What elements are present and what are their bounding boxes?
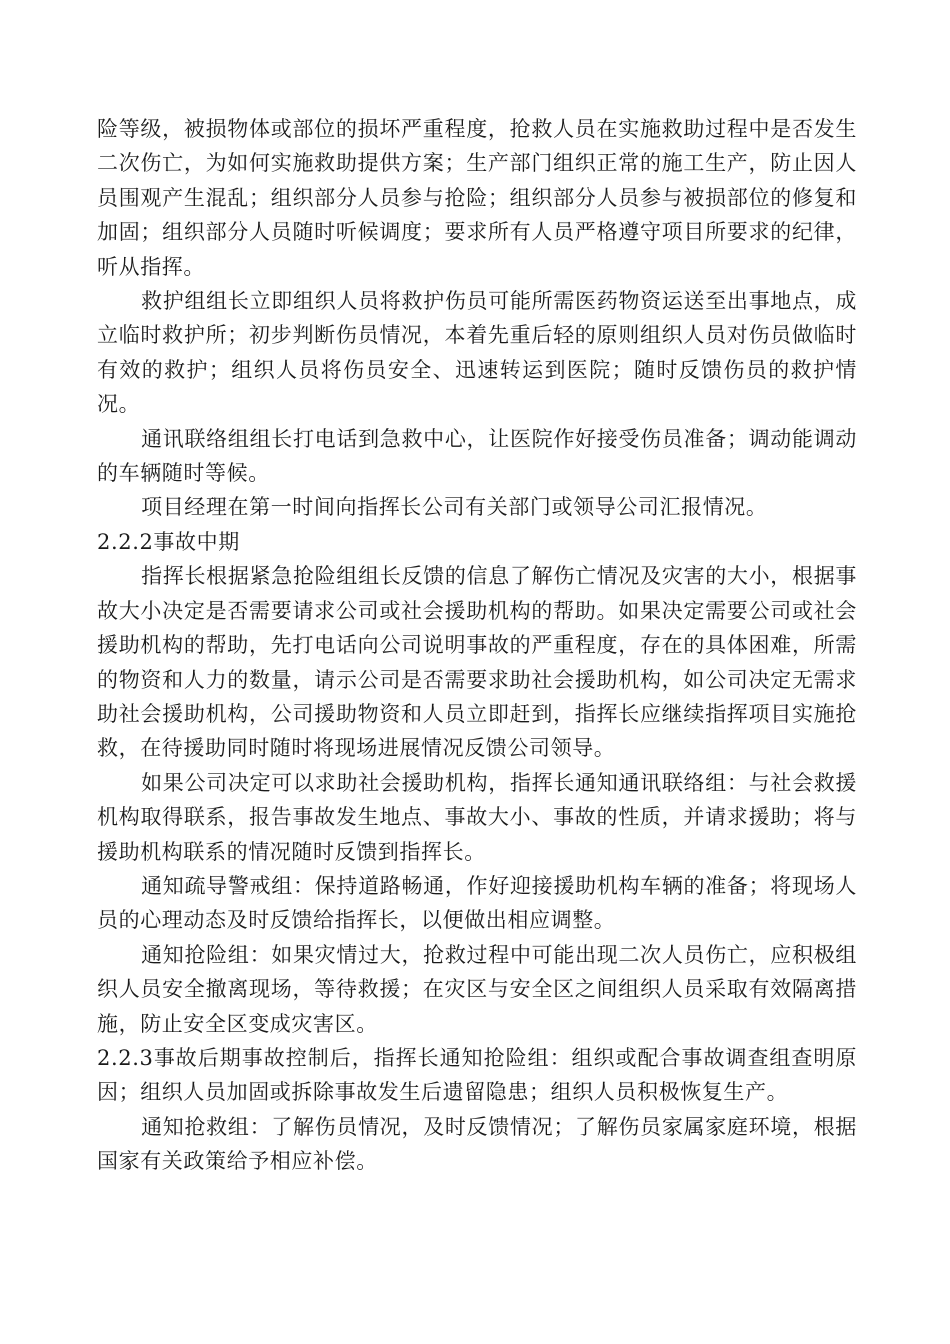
paragraph-emergency-team: 通知抢险组：如果灾情过大，抢救过程中可能出现二次人员伤亡，应积极组织人员安全撤离现场，等待救援；在灾区与安全区之间组织人员采取有效隔离措施，防止安全区变成灾害区。 <box>97 942 857 1036</box>
paragraph-rescue-team: 救护组组长立即组织人员将救护伤员可能所需医药物资运送至出事地点，成立临时救护所；初步判断伤员情况，本着先重后轻的原则组织人员对伤员做临时有效的救护；组织人员将伤员安全、迅速转运到医院；随时反馈伤员的救护情况。 <box>97 289 857 417</box>
paragraph-social-aid: 如果公司决定可以求助社会援助机构，指挥长通知通讯联络组：与社会救援机构取得联系，报告事故发生地点、事故大小、事故的性质，并请求援助；将与援助机构联系的情况随时反馈到指挥长。 <box>97 770 857 864</box>
paragraph-guard-team: 通知疏导警戒组：保持道路畅通，作好迎接援助机构车辆的准备；将现场人员的心理动态及时反馈给指挥长，以便做出相应调整。 <box>97 873 857 933</box>
section-heading-late-phase: 2.2.3事故后期事故控制后，指挥长通知抢险组：组织或配合事故调查组查明原因；组织人员加固或拆除事故发生后遗留隐患；组织人员积极恢复生产。 <box>97 1045 857 1105</box>
paragraph-commander-decision: 指挥长根据紧急抢险组组长反馈的信息了解伤亡情况及灾害的大小，根据事故大小决定是否需要请求公司或社会援助机构的帮助。如果决定需要公司或社会援助机构的帮助，先打电话向公司说明事故的严重程度，存在的具体困难，所需的物资和人力的数量，请示公司是否需要求助社会援助机构，如公司决定无需求助社会援助机构，公司援助物资和人员立即赶到，指挥长应继续指挥项目实施抢救，在待援助同时随时将现场进展情况反馈公司领导。 <box>97 564 857 761</box>
paragraph-project-manager: 项目经理在第一时间向指挥长公司有关部门或领导公司汇报情况。 <box>141 495 768 520</box>
paragraph-communication-team: 通讯联络组组长打电话到急救中心，让医院作好接受伤员准备；调动能调动的车辆随时等候。 <box>97 426 857 486</box>
section-heading-mid-phase: 2.2.2事故中期 <box>97 529 240 554</box>
paragraph-rescue-followup: 通知抢救组：了解伤员情况，及时反馈情况；了解伤员家属家庭环境，根据国家有关政策给予相应补偿。 <box>97 1114 857 1174</box>
paragraph-continuation: 险等级，被损物体或部位的损坏严重程度，抢救人员在实施救助过程中是否发生二次伤亡，为如何实施救助提供方案；生产部门组织正常的施工生产，防止因人员围观产生混乱；组织部分人员参与抢险；组织部分人员参与被损部位的修复和加固；组织部分人员随时听候调度；要求所有人员严格遵守项目所要求的纪律，听从指挥。 <box>97 117 857 279</box>
document-page <box>97 112 857 1179</box>
